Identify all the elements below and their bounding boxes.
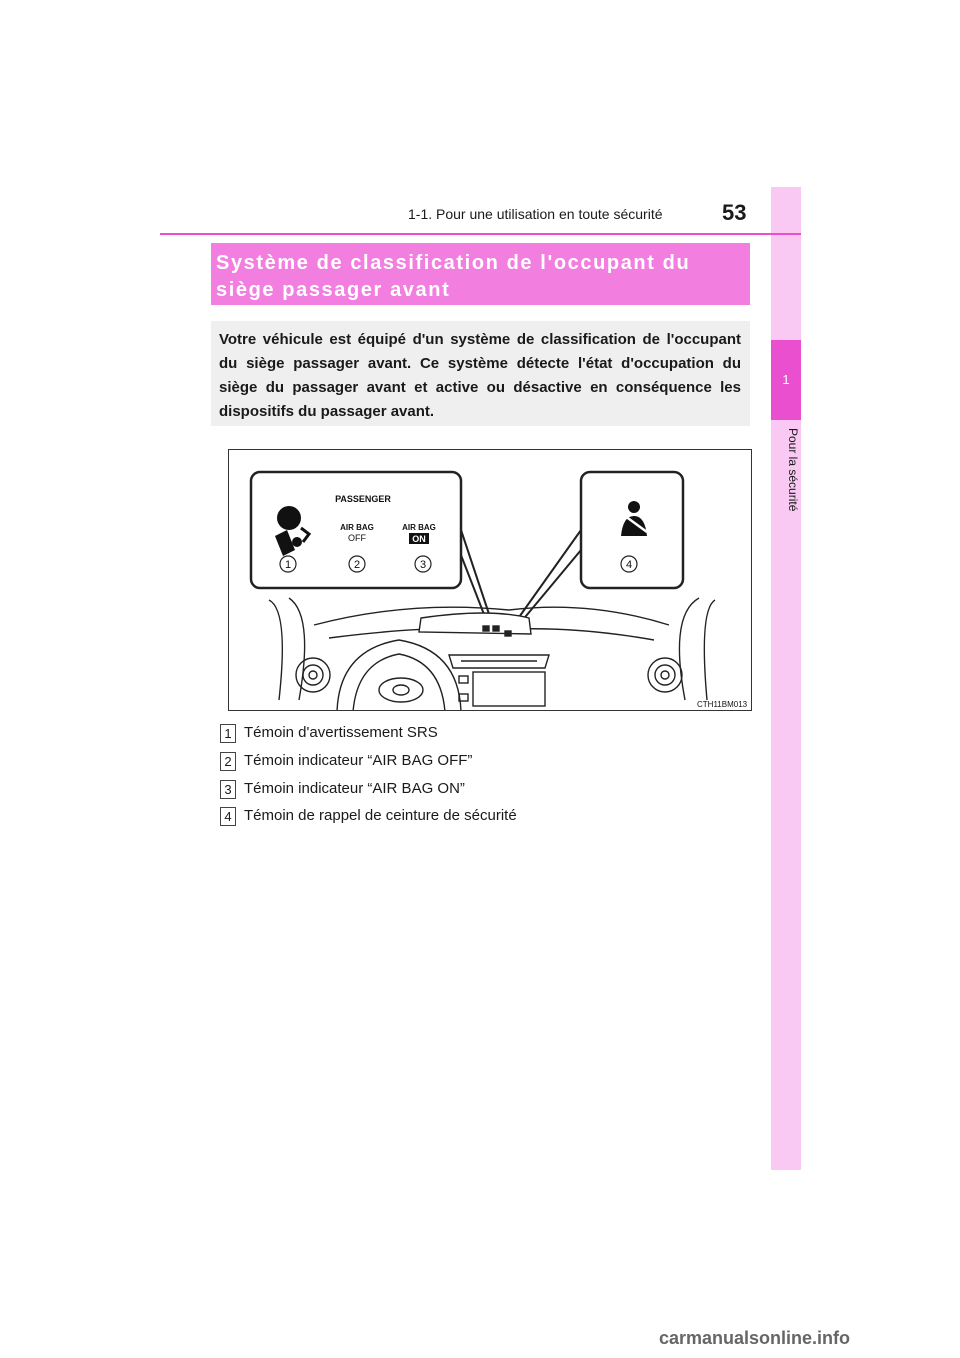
passenger-label: PASSENGER <box>335 494 391 504</box>
airbag-on-label: AIR BAG <box>402 523 436 532</box>
airbag-off-label: AIR BAG <box>340 523 374 532</box>
legend-text: Témoin de rappel de ceinture de sécurité <box>244 807 517 824</box>
callout-4: 4 <box>625 559 633 571</box>
legend-number: 2 <box>220 752 236 771</box>
dashboard-illustration <box>229 450 751 710</box>
on-label: ON <box>412 534 426 544</box>
legend-number: 3 <box>220 780 236 799</box>
legend-number: 4 <box>220 807 236 826</box>
callout-1: 1 <box>284 559 292 571</box>
callout-2: 2 <box>353 559 361 571</box>
callout-3: 3 <box>419 559 427 571</box>
legend-text: Témoin indicateur “AIR BAG ON” <box>244 780 465 797</box>
header-rule <box>160 233 801 235</box>
watermark: carmanualsonline.info <box>659 1328 851 1348</box>
page-title: Système de classification de l'occupant du siège passager avant <box>216 252 691 301</box>
chapter-label: Pour la sécurité <box>786 428 800 512</box>
legend-text: Témoin indicateur “AIR BAG OFF” <box>244 752 473 769</box>
chapter-number: 1 <box>782 372 790 387</box>
intro-text: Votre véhicule est équipé d'un système de classification de l'occupant du siège passager avant. Ce système détecte l'état d'occupation du siège du passager avant et active ou désactive en conséquence les dispositifs du passager avant. <box>219 331 741 420</box>
legend-number: 1 <box>220 724 236 743</box>
figure-code: CTH11BM013 <box>697 700 748 709</box>
legend-text: Témoin d'avertissement SRS <box>244 724 438 741</box>
section-header: 1-1. Pour une utilisation en toute sécurité <box>408 206 663 222</box>
page-number: 53 <box>722 200 747 225</box>
dashboard-outline <box>269 598 715 710</box>
chapter-side-strip <box>771 187 801 1170</box>
dashboard-figure <box>228 449 752 711</box>
off-label: OFF <box>348 533 366 543</box>
